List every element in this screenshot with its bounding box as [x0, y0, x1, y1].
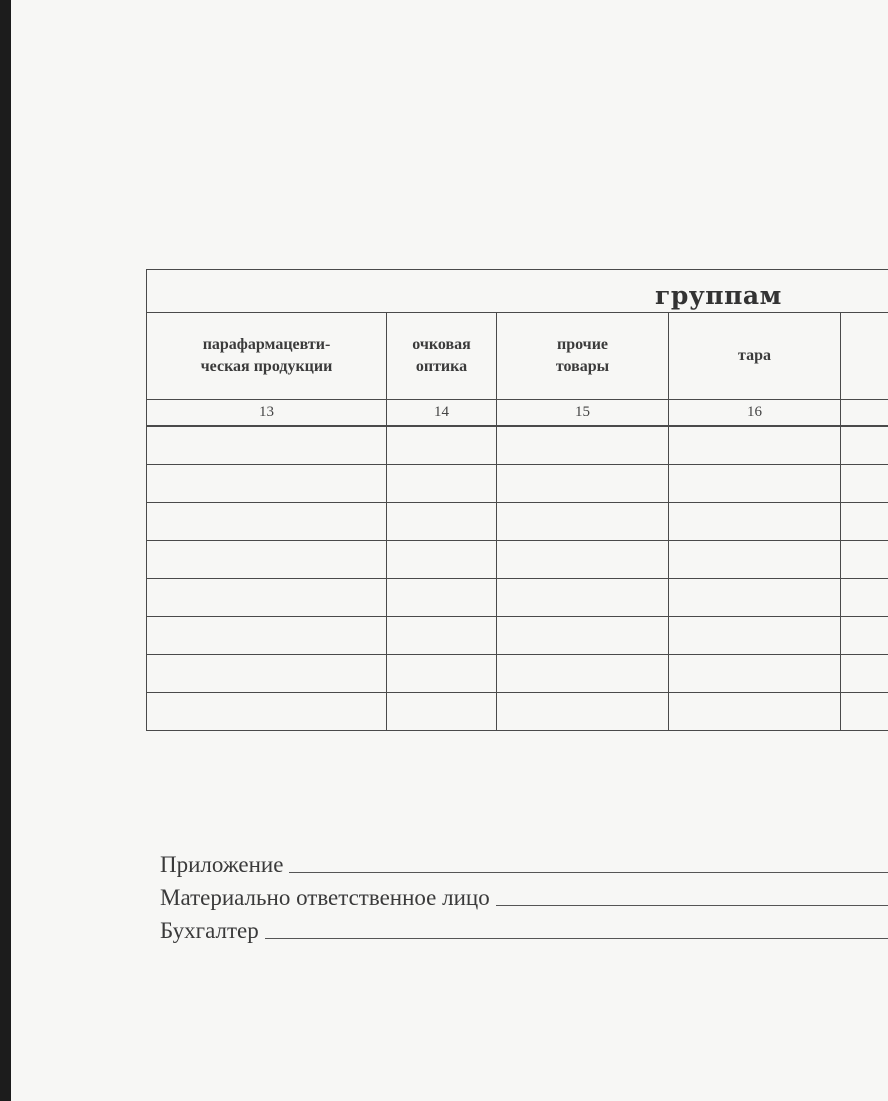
table-cell[interactable]: [669, 426, 841, 465]
column-number: 14: [387, 400, 497, 427]
table-cell[interactable]: [669, 579, 841, 617]
table-row: [147, 655, 888, 693]
table-row: [147, 465, 888, 503]
table-row: [147, 541, 888, 579]
responsible-person-line: [160, 878, 888, 911]
table-cell[interactable]: [841, 693, 888, 731]
table-cell[interactable]: [841, 465, 888, 503]
group-header-row: [147, 270, 888, 313]
column-header-label: очковая оптика: [412, 336, 471, 375]
table-cell[interactable]: [841, 617, 888, 655]
table-cell[interactable]: [147, 541, 387, 579]
table-row: [147, 693, 888, 731]
column-number: 16: [669, 400, 841, 427]
column-number: [841, 400, 888, 427]
accountant-field[interactable]: [265, 937, 888, 939]
responsible-person-label: Материально ответственное лицо: [160, 885, 490, 910]
table-cell[interactable]: [147, 579, 387, 617]
inventory-table: [146, 269, 888, 731]
column-header-container: [669, 313, 841, 400]
column-header-row: [147, 313, 888, 400]
table-cell[interactable]: [669, 655, 841, 693]
table-cell[interactable]: [497, 617, 669, 655]
table-cell[interactable]: [147, 503, 387, 541]
table-cell[interactable]: [387, 426, 497, 465]
column-header-label: прочие товары: [555, 336, 610, 375]
table-cell[interactable]: [841, 426, 888, 465]
table-row: [147, 503, 888, 541]
table-cell[interactable]: [387, 655, 497, 693]
group-title-cell: [147, 270, 888, 313]
table-row: [147, 617, 888, 655]
table-cell[interactable]: [387, 465, 497, 503]
table-cell[interactable]: [147, 426, 387, 465]
table-body: [147, 426, 888, 731]
table-cell[interactable]: [841, 655, 888, 693]
table-cell[interactable]: [497, 503, 669, 541]
column-header-label: парафармацевти- ческая продукции: [200, 336, 333, 375]
column-header-label: тара: [738, 347, 771, 364]
column-number: 13: [147, 400, 387, 427]
table-cell[interactable]: [147, 693, 387, 731]
column-header-other-goods: [497, 313, 669, 400]
scan-edge: [0, 0, 11, 1101]
accountant-label: Бухгалтер: [160, 918, 259, 943]
table-cell[interactable]: [841, 503, 888, 541]
table-cell[interactable]: [841, 541, 888, 579]
table-row: [147, 426, 888, 465]
table-cell[interactable]: [387, 693, 497, 731]
column-number-row: [147, 400, 888, 427]
accountant-line: [160, 911, 888, 944]
signature-block: [160, 845, 888, 944]
column-number: 15: [497, 400, 669, 427]
attachment-label: Приложение: [160, 852, 284, 877]
table-cell[interactable]: [841, 579, 888, 617]
table-cell[interactable]: [669, 693, 841, 731]
table-cell[interactable]: [669, 617, 841, 655]
table-cell[interactable]: [497, 579, 669, 617]
table-cell[interactable]: [497, 465, 669, 503]
column-header-cut-off: [841, 313, 888, 400]
table-cell[interactable]: [497, 655, 669, 693]
attachment-field[interactable]: [289, 871, 888, 873]
attachment-line: [160, 845, 888, 878]
column-header-parapharm: [147, 313, 387, 400]
table-cell[interactable]: [387, 503, 497, 541]
table-cell[interactable]: [147, 465, 387, 503]
table-cell[interactable]: [387, 541, 497, 579]
table-cell[interactable]: [387, 579, 497, 617]
table-row: [147, 579, 888, 617]
table-cell[interactable]: [147, 655, 387, 693]
table-cell[interactable]: [497, 426, 669, 465]
table-cell[interactable]: [669, 503, 841, 541]
group-title: группам: [655, 281, 782, 310]
table-cell[interactable]: [497, 541, 669, 579]
table-cell[interactable]: [497, 693, 669, 731]
table-cell[interactable]: [387, 617, 497, 655]
responsible-person-field[interactable]: [496, 904, 888, 906]
column-header-optics: [387, 313, 497, 400]
table-cell[interactable]: [669, 541, 841, 579]
table-cell[interactable]: [669, 465, 841, 503]
table-cell[interactable]: [147, 617, 387, 655]
